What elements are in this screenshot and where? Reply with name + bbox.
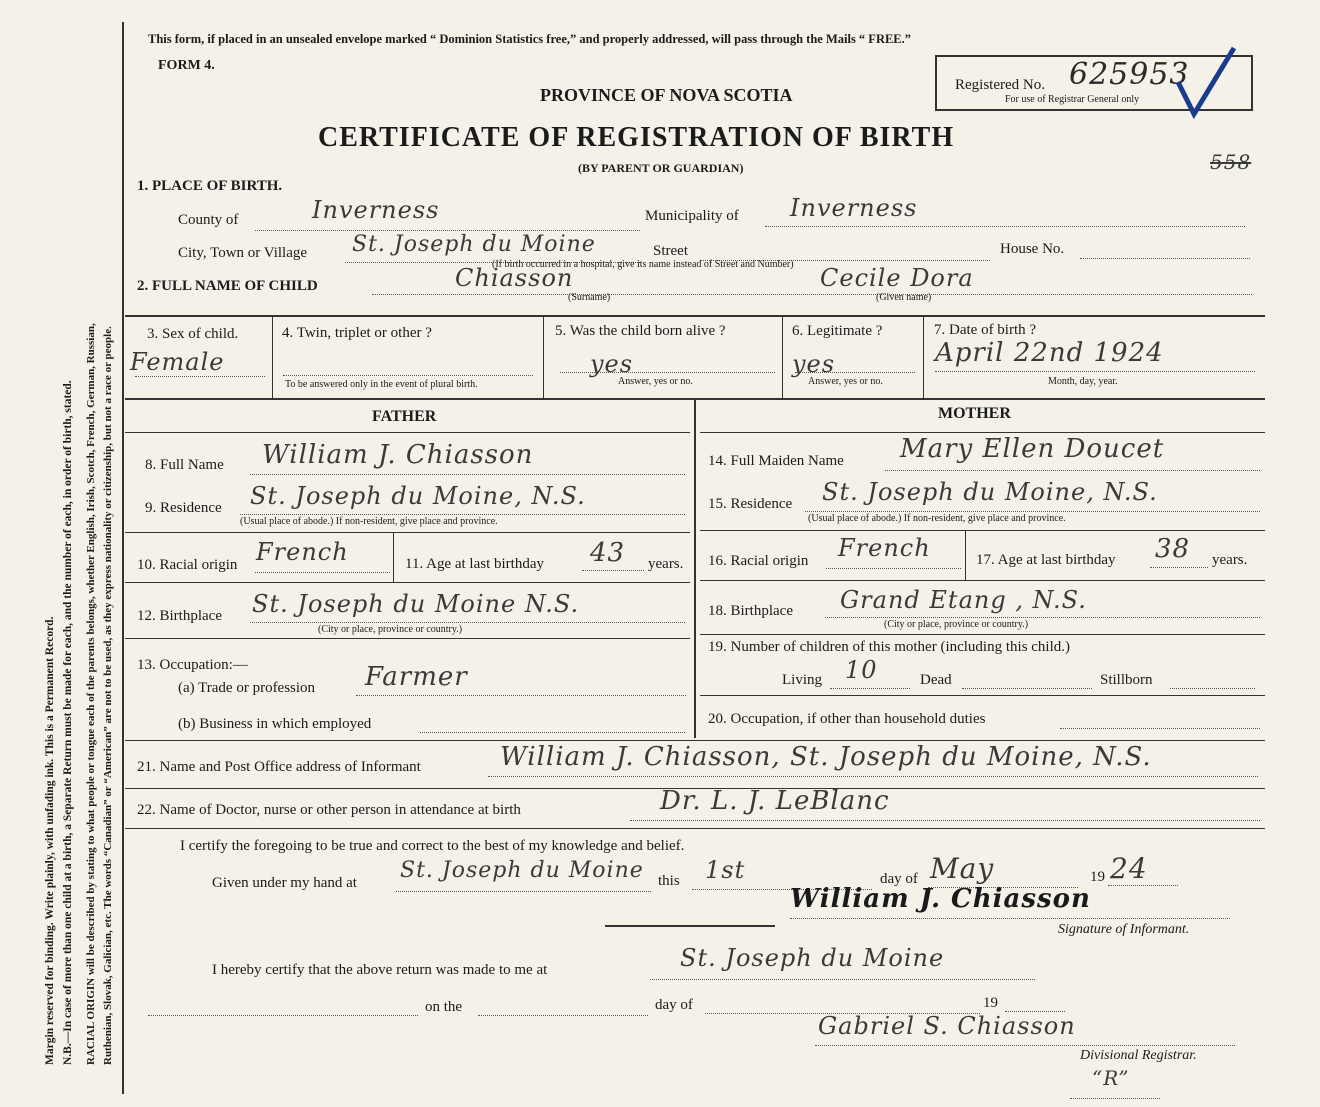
mother-residence-note: (Usual place of abode.) If non-resident, give place and province. bbox=[808, 513, 1066, 524]
father-business-label: (b) Business in which employed bbox=[178, 716, 372, 732]
registrar-year-prefix: 19 bbox=[983, 995, 998, 1011]
corner-number: 558 bbox=[1210, 150, 1252, 174]
year-value[interactable]: 24 bbox=[1110, 852, 1148, 885]
born-alive-note: Answer, yes or no. bbox=[618, 376, 693, 387]
informant-label: 21. Name and Post Office address of Informant bbox=[137, 759, 421, 775]
mother-residence-value[interactable]: St. Joseph du Moine, N.S. bbox=[822, 478, 1158, 506]
day-of-label: day of bbox=[880, 871, 918, 887]
father-birthplace-value[interactable]: St. Joseph du Moine N.S. bbox=[252, 590, 580, 618]
signature-label: Signature of Informant. bbox=[1058, 922, 1190, 937]
form-number: FORM 4. bbox=[158, 58, 215, 73]
checkmark-icon bbox=[1170, 42, 1240, 122]
registrar-text: I hereby certify that the above return was made to me at bbox=[212, 962, 548, 978]
father-heading: FATHER bbox=[372, 408, 437, 425]
mother-occupation-label: 20. Occupation, if other than household duties bbox=[708, 711, 986, 727]
registrar-label: Divisional Registrar. bbox=[1080, 1048, 1197, 1063]
dead-label: Dead bbox=[920, 672, 952, 688]
mother-birthplace-value[interactable]: Grand Etang , N.S. bbox=[840, 586, 1087, 614]
father-racial-label: 10. Racial origin bbox=[137, 557, 238, 573]
margin-note-racial-origin-1: RACIAL ORIGIN will be described by stating to what people or tongue each of the parents belongs, whether English, Irish, Scotch, French, German, Russian, bbox=[85, 323, 97, 1065]
father-occupation-label: 13. Occupation:— bbox=[137, 657, 248, 673]
municipality-value[interactable]: Inverness bbox=[790, 194, 918, 222]
given-under-label: Given under my hand at bbox=[212, 875, 357, 891]
county-label: County of bbox=[178, 212, 239, 228]
mother-children-label: 19. Number of children of this mother (including this child.) bbox=[708, 639, 1071, 655]
place-of-birth-label: 1. PLACE OF BIRTH. bbox=[137, 178, 283, 194]
month-value[interactable]: May bbox=[930, 852, 995, 885]
margin-note-plural-birth: N.B.—In case of more than one child at a birth, a Separate Return must be made for each, and the number of each, in order of birth, stated. bbox=[62, 380, 74, 1065]
doctor-value[interactable]: Dr. L. J. LeBlanc bbox=[660, 786, 890, 816]
father-name-value[interactable]: William J. Chiasson bbox=[262, 440, 534, 470]
given-name-note: (Given name) bbox=[876, 292, 932, 303]
living-value[interactable]: 10 bbox=[845, 656, 878, 684]
date-of-birth-label: 7. Date of birth ? bbox=[934, 322, 1037, 338]
year-prefix: 19 bbox=[1090, 869, 1105, 885]
mother-name-label: 14. Full Maiden Name bbox=[708, 453, 844, 469]
father-name-label: 8. Full Name bbox=[145, 457, 224, 473]
margin-note-binding: Margin reserved for binding. Write plainly, with unfading ink. This is a Permanent Record. bbox=[44, 616, 56, 1065]
mother-age-value[interactable]: 38 bbox=[1155, 534, 1191, 564]
this-label: this bbox=[658, 873, 680, 889]
informant-signature[interactable]: William J. Chiasson bbox=[790, 884, 1091, 914]
on-the-label: on the bbox=[425, 999, 463, 1015]
living-label: Living bbox=[782, 672, 822, 688]
legitimate-note: Answer, yes or no. bbox=[808, 376, 883, 387]
mother-heading: MOTHER bbox=[938, 405, 1011, 422]
child-surname-value[interactable]: Chiasson bbox=[455, 264, 574, 292]
mother-residence-label: 15. Residence bbox=[708, 496, 793, 512]
house-number-label: House No. bbox=[1000, 241, 1065, 257]
registrar-signature[interactable]: Gabriel S. Chiasson bbox=[818, 1012, 1076, 1040]
father-age-value[interactable]: 43 bbox=[590, 538, 626, 568]
certificate-subtitle: (BY PARENT OR GUARDIAN) bbox=[578, 161, 744, 175]
born-alive-label: 5. Was the child born alive ? bbox=[555, 323, 726, 339]
doctor-label: 22. Name of Doctor, nurse or other person in attendance at birth bbox=[137, 802, 521, 818]
hospital-note: (If birth occurred in a hospital, give its name instead of Street and Number) bbox=[492, 259, 794, 270]
registered-number[interactable]: 625953 bbox=[1069, 57, 1190, 92]
legitimate-value[interactable]: yes bbox=[792, 350, 836, 378]
mother-racial-value[interactable]: French bbox=[838, 534, 931, 562]
father-birthplace-note: (City or place, province or country.) bbox=[318, 624, 463, 635]
father-residence-value[interactable]: St. Joseph du Moine, N.S. bbox=[250, 482, 586, 510]
mother-birthplace-note: (City or place, province or country.) bbox=[884, 619, 1029, 630]
child-given-value[interactable]: Cecile Dora bbox=[820, 264, 974, 292]
certificate-title: CERTIFICATE OF REGISTRATION OF BIRTH bbox=[318, 122, 955, 153]
date-of-birth-note: Month, day, year. bbox=[1048, 376, 1118, 387]
twin-note: To be answered only in the event of plural birth. bbox=[285, 379, 478, 390]
mother-name-value[interactable]: Mary Ellen Doucet bbox=[900, 434, 1165, 464]
registrar-mark: “R” bbox=[1092, 1066, 1130, 1090]
father-racial-value[interactable]: French bbox=[256, 538, 349, 566]
legitimate-label: 6. Legitimate ? bbox=[792, 323, 883, 339]
father-birthplace-label: 12. Birthplace bbox=[137, 608, 222, 624]
father-trade-value[interactable]: Farmer bbox=[365, 662, 468, 692]
father-residence-note: (Usual place of abode.) If non-resident, give place and province. bbox=[240, 516, 498, 527]
mother-birthplace-label: 18. Birthplace bbox=[708, 603, 793, 619]
mother-racial-label: 16. Racial origin bbox=[708, 553, 809, 569]
child-name-label: 2. FULL NAME OF CHILD bbox=[137, 278, 318, 294]
mother-years-label: years. bbox=[1212, 552, 1248, 568]
father-age-label: 11. Age at last birthday bbox=[405, 556, 544, 572]
registrar-place-value[interactable]: St. Joseph du Moine bbox=[680, 944, 945, 972]
mail-notice: This form, if placed in an unsealed envelope marked “ Dominion Statistics free,” and properly addressed, will pass through the Mails “ FREE.” bbox=[148, 32, 912, 46]
sex-label: 3. Sex of child. bbox=[147, 326, 239, 342]
born-alive-value[interactable]: yes bbox=[590, 350, 634, 378]
father-years-label: years. bbox=[648, 556, 684, 572]
margin-note-racial-origin-2: Ruthenian, Slovak, Galician, etc. The words “Canadian” or “American” are not to be used, as they express nationality or citizenship, but not a race or people. bbox=[102, 326, 114, 1065]
registered-label: Registered No. bbox=[955, 77, 1045, 93]
date-of-birth-value[interactable]: April 22nd 1924 bbox=[935, 338, 1164, 368]
city-label: City, Town or Village bbox=[178, 245, 308, 261]
sex-value[interactable]: Female bbox=[130, 348, 225, 376]
surname-note: (Surname) bbox=[568, 292, 611, 303]
province-heading: PROVINCE OF NOVA SCOTIA bbox=[540, 85, 793, 105]
county-value[interactable]: Inverness bbox=[312, 196, 440, 224]
street-label: Street bbox=[653, 243, 688, 259]
registrar-use-note: For use of Registrar General only bbox=[1005, 94, 1140, 105]
certify-text: I certify the foregoing to be true and correct to the best of my knowledge and belief. bbox=[180, 838, 685, 854]
father-trade-label: (a) Trade or profession bbox=[178, 680, 316, 696]
informant-value[interactable]: William J. Chiasson, St. Joseph du Moine, N.S. bbox=[500, 742, 1152, 772]
stillborn-label: Stillborn bbox=[1100, 672, 1153, 688]
registrar-day-of-label: day of bbox=[655, 997, 693, 1013]
twin-label: 4. Twin, triplet or other ? bbox=[282, 325, 432, 341]
mother-age-label: 17. Age at last birthday bbox=[976, 552, 1116, 568]
father-residence-label: 9. Residence bbox=[145, 500, 222, 516]
city-value[interactable]: St. Joseph du Moine bbox=[352, 232, 596, 257]
municipality-label: Municipality of bbox=[645, 208, 739, 224]
margin-rule bbox=[122, 22, 124, 1094]
day-value[interactable]: 1st bbox=[705, 856, 746, 884]
given-place-value[interactable]: St. Joseph du Moine bbox=[400, 858, 644, 883]
